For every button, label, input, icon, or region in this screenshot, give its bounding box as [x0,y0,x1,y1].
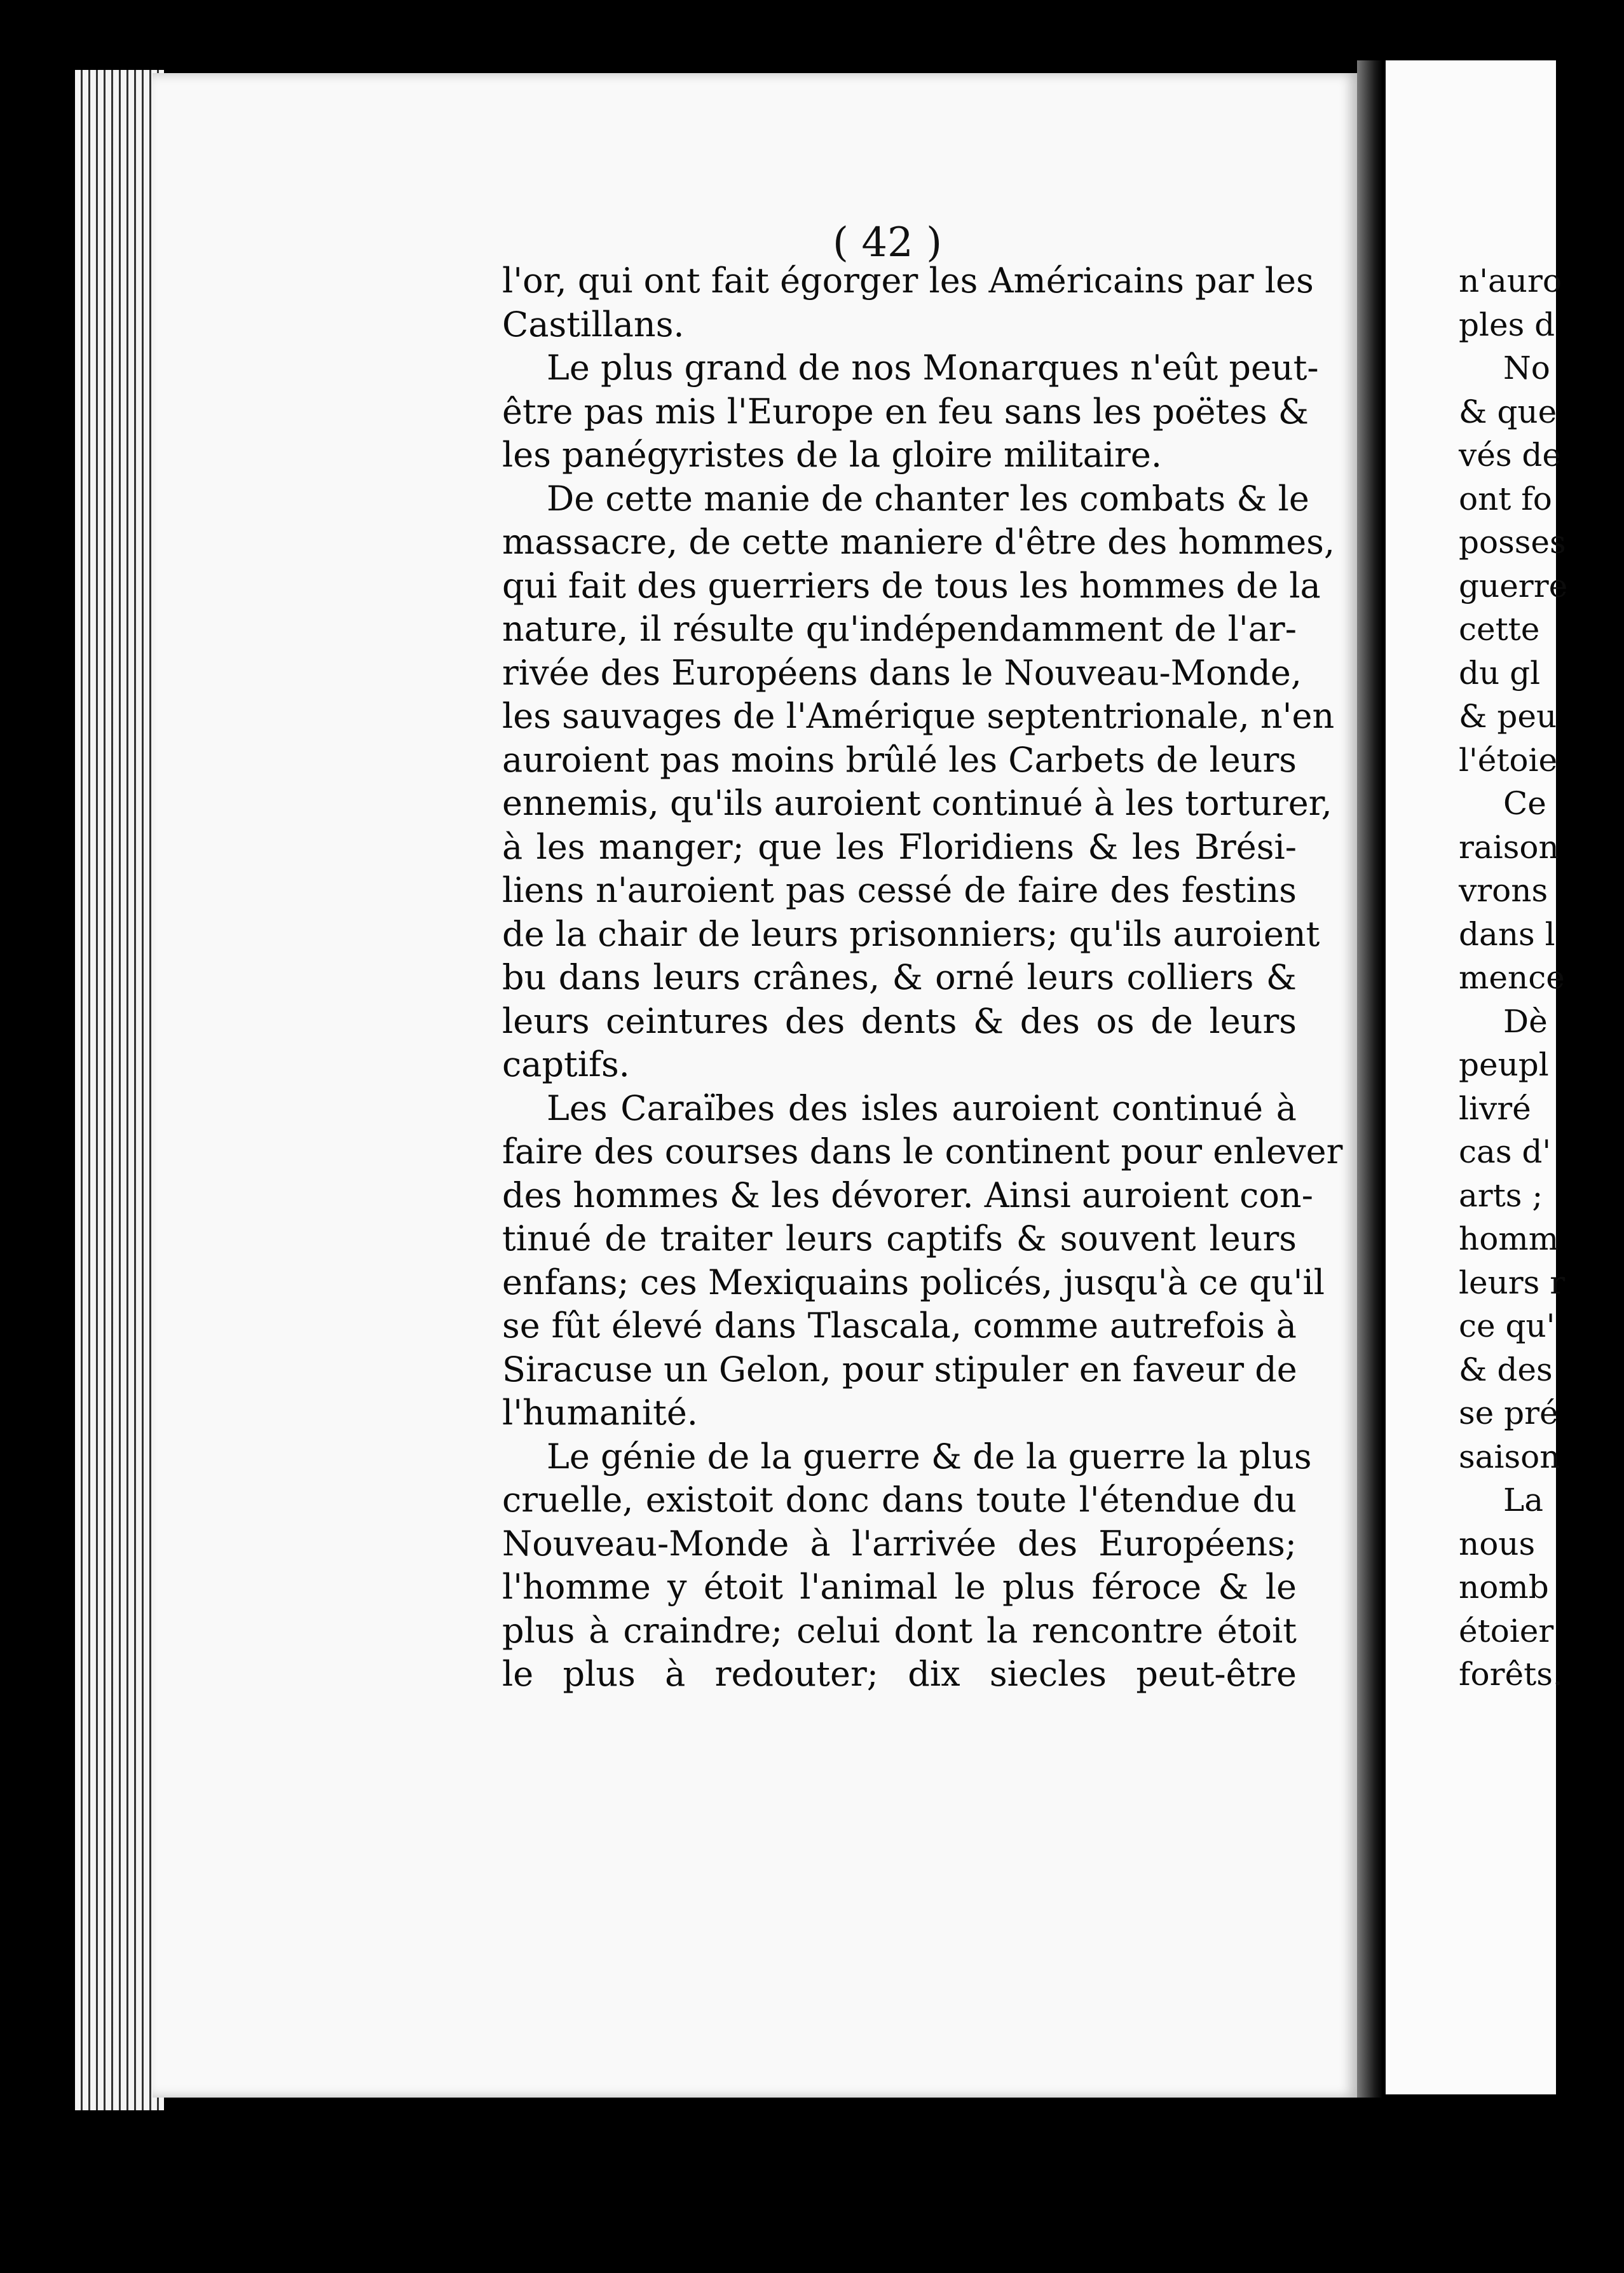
text-line: captifs. [502,1044,630,1084]
text-line: Le génie de la guerre & de la guerre la plus [547,1436,1312,1477]
text-line: Dè [1503,1002,1548,1040]
text-line: ples d [1459,306,1555,343]
text-line: peupl [1459,1046,1549,1083]
text-line: rivée des Européens dans le Nouveau-Monde, [502,652,1302,693]
text-line: leurs r [1459,1264,1566,1301]
text-line: à les manger; que les Floridiens & les Brési- [502,826,1297,867]
text-line: massacre, de cette maniere d'être des hommes, [502,522,1335,562]
text-line: enfans; ces Mexiquains policés, jusqu'à ce qu'il [502,1262,1325,1302]
text-line: auroient pas moins brûlé les Carbets de leurs [502,739,1297,780]
text-line: guerre [1459,567,1568,604]
text-line: ont fo [1459,480,1552,517]
text-line: les sauvages de l'Amérique septentrionale, n'en [502,696,1335,736]
text-line: l'or, qui ont fait égorger les Américains par les [502,261,1314,301]
text-line: l'étoie [1459,741,1558,779]
text-line: tinué de traiter leurs captifs & souvent leurs [502,1218,1297,1259]
text-line: bu dans leurs crânes, & orné leurs colliers & [502,957,1297,997]
text-line: ennemis, qu'ils auroient continué à les torturer, [502,783,1332,823]
right-page-text [1459,259,1624,1696]
text-line: l'humanité. [502,1393,698,1433]
text-line: liens n'auroient pas cessé de faire des festins [502,870,1297,910]
text-line: n'auro [1459,263,1562,299]
text-line: leurs ceintures des dents & des os de leurs [502,1000,1297,1041]
text-line: nous [1459,1525,1536,1562]
text-line: De cette manie de chanter les combats & le [547,478,1309,519]
text-line: nature, il résulte qu'indépendamment de l'ar- [502,609,1297,649]
text-line: La [1503,1482,1544,1519]
text-line: du gl [1459,654,1541,692]
page-edges [75,70,164,2110]
text-line: mence [1459,959,1565,996]
text-line: de la chair de leurs prisonniers; qu'ils auroient [502,913,1320,954]
text-line: faire des courses dans le continent pour enlever [502,1131,1343,1171]
text-line: raison [1459,828,1559,866]
text-line: Nouveau-Monde à l'arrivée des Européens; [502,1523,1297,1564]
text-line: Le plus grand de nos Monarques n'eût peut- [547,348,1319,388]
text-line: homm [1459,1220,1559,1257]
book-gutter [1357,60,1382,2098]
text-line: le plus à redouter; dix siecles peut-être [502,1654,1297,1694]
text-line: Les Caraïbes des isles auroient continué à [547,1088,1297,1128]
text-line: être pas mis l'Europe en feu sans les poëtes & [502,391,1309,432]
text-line: vés de [1459,437,1561,474]
text-line: cette [1459,611,1540,648]
left-page-text [502,259,1343,1696]
text-line: Ce [1503,785,1546,822]
text-line: cruelle, existoit donc dans toute l'étendue du [502,1480,1297,1520]
text-line: dans l [1459,915,1555,953]
text-line: Siracuse un Gelon, pour stipuler en faveur de [502,1349,1297,1389]
text-line: ce qu' [1459,1307,1555,1344]
text-line: No [1503,350,1550,386]
text-line: se fût élevé dans Tlascala, comme autrefois à [502,1306,1297,1346]
text-line: étoier [1459,1612,1554,1649]
text-line: arts ; [1459,1177,1543,1214]
text-line: des hommes & les dévorer. Ainsi auroient con- [502,1175,1313,1215]
text-line: vrons [1459,872,1548,909]
text-line: cas d' [1459,1133,1552,1170]
text-line: se pré [1459,1395,1559,1431]
text-line: & des [1459,1351,1553,1388]
text-line: Castillans. [502,304,685,345]
text-line: posses [1459,524,1566,561]
text-line: & que [1459,393,1557,430]
text-line: livré [1459,1089,1531,1127]
text-line: & peu [1459,698,1557,735]
text-line: forêts. [1459,1656,1563,1693]
text-line: l'homme y étoit l'animal le plus féroce & le [502,1567,1297,1607]
text-line: plus à craindre; celui dont la rencontre étoit [502,1610,1297,1651]
text-line: saison [1459,1438,1560,1475]
text-line: les panégyristes de la gloire militaire. [502,435,1162,475]
text-line: qui fait des guerriers de tous les hommes de la [502,565,1321,606]
text-line: nomb [1459,1569,1549,1606]
page-number: ( 42 ) [833,219,943,266]
